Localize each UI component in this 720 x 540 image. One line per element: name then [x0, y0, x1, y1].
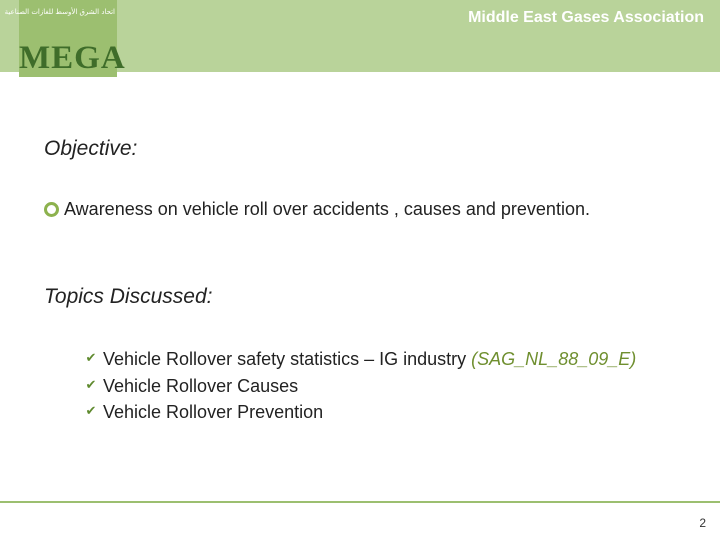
objective-heading: Objective: — [44, 137, 138, 160]
topic-text: Vehicle Rollover safety statistics – IG industry — [103, 349, 467, 369]
organization-name: Middle East Gases Association — [468, 9, 704, 26]
topic-text: Vehicle Rollover Prevention — [103, 402, 324, 422]
topic-reference: (SAG_NL_88_09_E) — [471, 349, 637, 369]
logo-arabic-text: اتحاد الشرق الأوسط للغازات الصناعية — [4, 8, 115, 16]
check-icon: ✔ — [85, 404, 97, 419]
topic-text: Vehicle Rollover Causes — [103, 375, 299, 396]
topic-item — [84, 399, 636, 426]
topic-item — [84, 373, 636, 400]
mega-logo — [4, 0, 126, 77]
logo-wordmark: MEGA — [19, 40, 126, 76]
check-icon: ✔ — [85, 377, 97, 393]
topics-list — [84, 346, 636, 426]
page-number: 2 — [699, 516, 706, 530]
ring-bullet-icon — [44, 202, 59, 217]
objective-item — [44, 199, 590, 220]
objective-text: Awareness on vehicle roll over accidents , causes and prevention. — [64, 199, 590, 219]
topics-heading: Topics Discussed: — [44, 285, 213, 308]
check-icon: ✔ — [85, 351, 97, 366]
footer-divider — [0, 501, 720, 503]
topic-item — [84, 346, 636, 373]
